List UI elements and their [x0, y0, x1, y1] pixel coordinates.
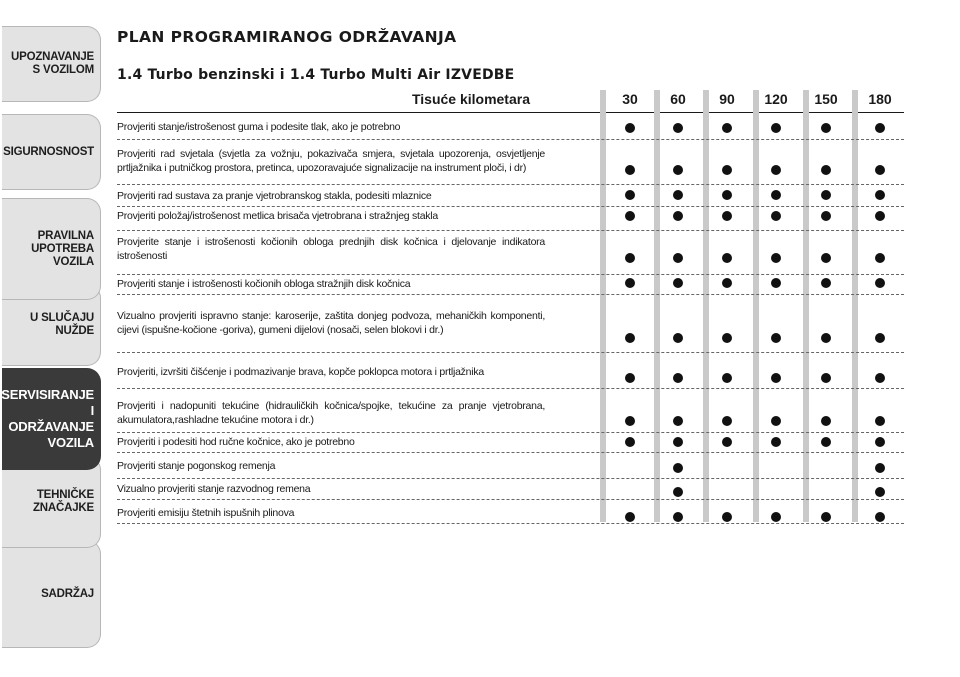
service-interval-dot — [722, 211, 732, 221]
page-title: PLAN PROGRAMIRANOG ODRŽAVANJA — [117, 28, 457, 46]
maintenance-task-text: Provjerite stanje i istrošenosti kočionih obloga prednjih disk kočnica i djelovanje indikatora istrošenosti — [117, 236, 545, 262]
table-row — [117, 504, 904, 524]
section-subtitle: 1.4 Turbo benzinski i 1.4 Turbo Multi Air IZVEDBE — [117, 67, 515, 83]
service-interval-dot — [771, 211, 781, 221]
maintenance-task-text: Provjeriti, izvršiti čišćenje i podmazivanje brava, kopče poklopca motora i prtljažnika — [117, 366, 484, 378]
service-interval-dot — [875, 373, 885, 383]
header-rule — [117, 112, 904, 113]
service-interval-dot — [722, 437, 732, 447]
service-interval-dot — [875, 253, 885, 263]
column-header-150: 150 — [814, 91, 838, 107]
table-row — [117, 397, 904, 433]
service-interval-dot — [875, 165, 885, 175]
service-interval-dot — [722, 123, 732, 133]
service-interval-dot — [722, 253, 732, 263]
service-interval-dot — [875, 190, 885, 200]
km-header-label: Tisuće kilometara — [411, 91, 530, 107]
table-row — [117, 118, 904, 140]
table-row — [117, 307, 904, 353]
service-interval-dot — [625, 373, 635, 383]
table-row — [117, 187, 904, 207]
service-interval-dot — [771, 165, 781, 175]
service-interval-dot — [722, 416, 732, 426]
tab-sadrzaj[interactable]: SADRŽAJ — [2, 540, 101, 648]
service-interval-dot — [722, 190, 732, 200]
maintenance-task-text: Provjeriti i podesiti hod ručne kočnice, ako je potrebno — [117, 436, 355, 448]
maintenance-task-text: Provjeriti položaj/istrošenost metlica brisača vjetrobrana i stražnjeg stakla — [117, 210, 438, 222]
table-row — [117, 480, 904, 500]
service-interval-dot — [821, 416, 831, 426]
service-interval-dot — [722, 165, 732, 175]
tab-pravilna-upotreba[interactable]: PRAVILNA UPOTREBA VOZILA — [2, 198, 101, 300]
service-interval-dot — [722, 278, 732, 288]
row-divider — [117, 478, 904, 479]
table-row — [117, 275, 904, 295]
tab-upoznavanje[interactable]: UPOZNAVANJE S VOZILOM — [2, 26, 101, 102]
service-interval-dot — [771, 123, 781, 133]
service-interval-dot — [673, 463, 683, 473]
service-interval-dot — [722, 373, 732, 383]
service-interval-dot — [625, 278, 635, 288]
service-interval-dot — [722, 333, 732, 343]
service-interval-dot — [625, 123, 635, 133]
service-interval-dot — [875, 333, 885, 343]
maintenance-task-text: Provjeriti i nadopuniti tekućine (hidrauličkih kočnica/spojke, tekućine za pranje vjetrobrana, akumulatora,rashladne tekućine motora i dr.) — [117, 400, 545, 426]
maintenance-task-text: Provjeriti stanje/istrošenost guma i podesite tlak, ako je potrebno — [117, 121, 401, 133]
row-divider — [117, 388, 904, 389]
service-interval-dot — [625, 416, 635, 426]
service-interval-dot — [673, 278, 683, 288]
service-interval-dot — [673, 437, 683, 447]
service-interval-dot — [821, 165, 831, 175]
service-interval-dot — [673, 373, 683, 383]
service-interval-dot — [821, 333, 831, 343]
service-interval-dot — [673, 487, 683, 497]
service-interval-dot — [821, 278, 831, 288]
table-row — [117, 145, 904, 185]
service-interval-dot — [673, 211, 683, 221]
service-interval-dot — [875, 512, 885, 522]
service-interval-dot — [875, 211, 885, 221]
service-interval-dot — [821, 437, 831, 447]
service-interval-dot — [821, 123, 831, 133]
table-row — [117, 233, 904, 275]
table-row — [117, 457, 904, 479]
service-interval-dot — [821, 190, 831, 200]
service-interval-dot — [673, 253, 683, 263]
maintenance-task-text: Provjeriti rad svjetala (svjetla za vožnju, pokazivača smjera, svjetala upozorenja, osvjetljenje prtljažnika i putničkog prostora, pretinca, upozoravajuće signalizacije na instrument ploči, i dr) — [117, 148, 545, 174]
service-interval-dot — [625, 512, 635, 522]
row-divider — [117, 452, 904, 453]
maintenance-task-text: Provjeriti rad sustava za pranje vjetrobranskog stakla, podesiti mlaznice — [117, 190, 432, 202]
service-interval-dot — [625, 165, 635, 175]
tab-servisiranje[interactable]: SERVISIRANJE I ODRŽAVANJE VOZILA — [2, 368, 101, 470]
service-interval-dot — [771, 437, 781, 447]
row-divider — [117, 230, 904, 231]
row-divider — [117, 294, 904, 295]
service-interval-dot — [625, 190, 635, 200]
row-divider — [117, 352, 904, 353]
service-interval-dot — [722, 512, 732, 522]
service-interval-dot — [771, 190, 781, 200]
maintenance-task-text: Vizualno provjeriti stanje razvodnog remena — [117, 483, 311, 495]
tab-tehnicke-znacajke[interactable]: TEHNIČKE ZNAČAJKE — [2, 456, 101, 548]
service-interval-dot — [821, 253, 831, 263]
service-interval-dot — [771, 333, 781, 343]
service-interval-dot — [673, 333, 683, 343]
service-interval-dot — [625, 253, 635, 263]
service-interval-dot — [673, 123, 683, 133]
table-row — [117, 433, 904, 453]
service-interval-dot — [673, 416, 683, 426]
service-interval-dot — [875, 123, 885, 133]
maintenance-task-text: Provjeriti stanje pogonskog remenja — [117, 460, 276, 472]
service-interval-dot — [771, 278, 781, 288]
maintenance-task-text: Provjeriti emisiju štetnih ispušnih plinova — [117, 507, 295, 519]
row-divider — [117, 184, 904, 185]
maintenance-task-text: Vizualno provjeriti ispravno stanje: karoserije, zaštita donjeg podvoza, mehaničkih komponenti, cijevi (ispušne-kočione -goriva), gumeni dijelovi (nosači, selen blokovi i dr.) — [117, 310, 545, 336]
row-divider — [117, 499, 904, 500]
column-header-90: 90 — [719, 91, 735, 107]
tab-sigurnost[interactable]: SIGURNOSNOST — [2, 114, 101, 190]
service-interval-dot — [875, 416, 885, 426]
column-header-30: 30 — [622, 91, 638, 107]
service-interval-dot — [673, 165, 683, 175]
service-interval-dot — [771, 512, 781, 522]
service-interval-dot — [625, 211, 635, 221]
row-divider — [117, 523, 904, 524]
service-interval-dot — [821, 512, 831, 522]
service-interval-dot — [673, 190, 683, 200]
service-interval-dot — [875, 437, 885, 447]
service-interval-dot — [673, 512, 683, 522]
service-interval-dot — [771, 416, 781, 426]
service-interval-dot — [821, 373, 831, 383]
service-interval-dot — [771, 253, 781, 263]
service-interval-dot — [625, 333, 635, 343]
service-interval-dot — [875, 487, 885, 497]
row-divider — [117, 139, 904, 140]
service-interval-dot — [875, 278, 885, 288]
service-interval-dot — [821, 211, 831, 221]
table-row — [117, 207, 904, 231]
tab-u-slucaju-nuzde[interactable]: U SLUČAJU NUŽDE — [2, 284, 101, 366]
service-interval-dot — [875, 463, 885, 473]
service-interval-dot — [625, 437, 635, 447]
column-header-120: 120 — [764, 91, 788, 107]
service-interval-dot — [771, 373, 781, 383]
maintenance-task-text: Provjeriti stanje i istrošenosti kočionih obloga stražnjih disk kočnica — [117, 278, 411, 290]
table-row — [117, 363, 904, 389]
column-header-180: 180 — [868, 91, 892, 107]
column-header-60: 60 — [670, 91, 686, 107]
